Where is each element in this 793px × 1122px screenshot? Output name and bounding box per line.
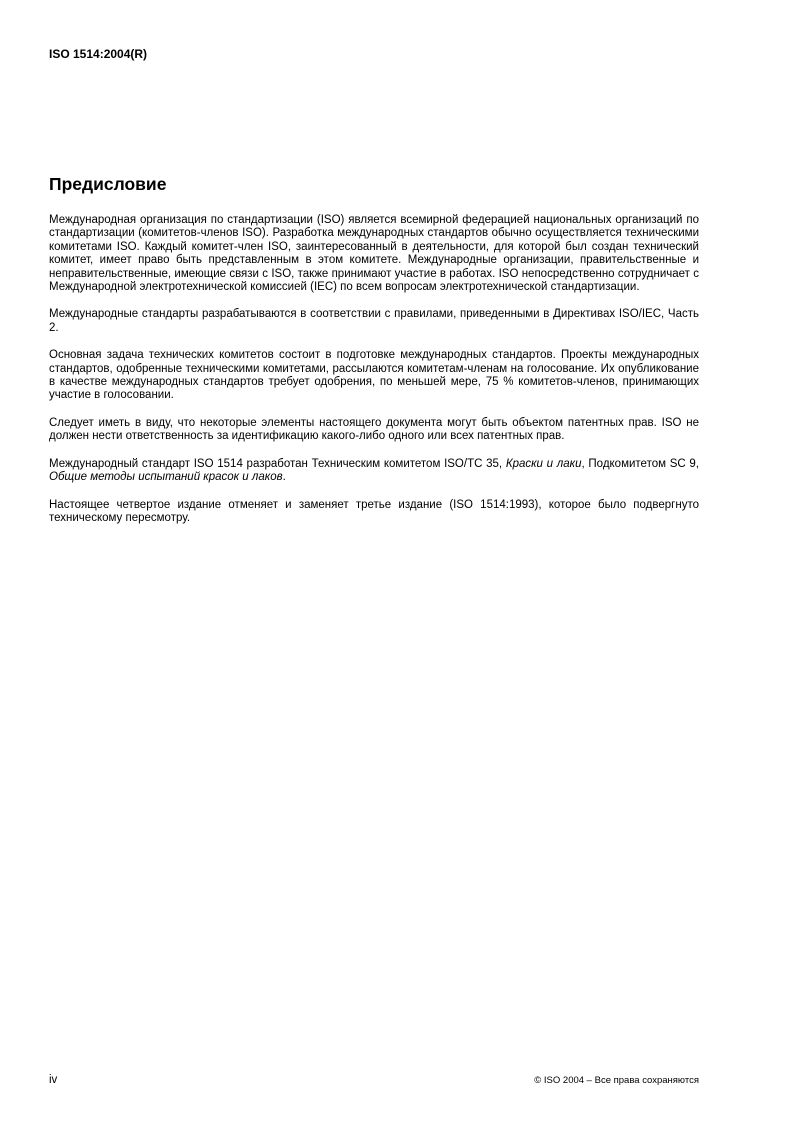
paragraph-patent-rights: Следует иметь в виду, что некоторые элементы настоящего документа могут быть объектом патентных прав. ISO не должен нести ответственность за идентификацию какого-либо одного или всех патентных прав. bbox=[49, 416, 699, 443]
paragraph-committee-tasks: Основная задача технических комитетов состоит в подготовке международных стандартов. Проекты международных стандартов, одобренные техническими комитетами, рассылаются комитетам-членам на голосование. Их опубликование в качестве международных стандартов требует одобрения, по меньшей мере, 75 % комитетов-членов, принимающих участие в голосовании. bbox=[49, 349, 699, 402]
foreword-body bbox=[49, 214, 699, 539]
copyright-notice: © ISO 2004 – Все права сохраняются bbox=[534, 1075, 699, 1086]
subcommittee-name: Общие методы испытаний красок и лаков bbox=[49, 471, 283, 484]
prepared-by-text-3: . bbox=[282, 471, 286, 484]
paragraph-iso-organization: Международная организация по стандартизации (ISO) является всемирной федерацией национальных организаций по стандартизации (комитетов-членов ISO). Разработка международных стандартов обычно осуществляется техническими комитетами ISO. Каждый комитет-член ISO, заинтересованный в деятельности, для которой был создан технический комитет, имеет право быть представленным в этом комитете. Международные организации, правительственные и неправительственные, имеющие связи с ISO, также принимают участие в работах. ISO непосредственно сотрудничает с Международной электротехнической комиссией (IEC) по всем вопросам электротехнической стандартизации. bbox=[49, 214, 699, 294]
committee-name: Краски и лаки bbox=[505, 457, 582, 470]
prepared-by-text-1: Международный стандарт ISO 1514 разработан Техническим комитетом ISO/TC 35, bbox=[49, 457, 506, 470]
paragraph-edition: Настоящее четвертое издание отменяет и заменяет третье издание (ISO 1514:1993), которое было подвергнуто техническому пересмотру. bbox=[49, 498, 699, 524]
paragraph-prepared-by bbox=[49, 458, 699, 485]
paragraph-directives: Международные стандарты разрабатываются в соответствии с правилами, приведенными в Директивах ISO/IEC, Часть 2. bbox=[49, 308, 699, 334]
page-number: iv bbox=[49, 1074, 58, 1086]
document-id-header: ISO 1514:2004(R) bbox=[49, 47, 148, 61]
prepared-by-text-2: , Подкомитетом SC 9, bbox=[581, 457, 699, 470]
page-title: Предисловие bbox=[49, 174, 167, 194]
